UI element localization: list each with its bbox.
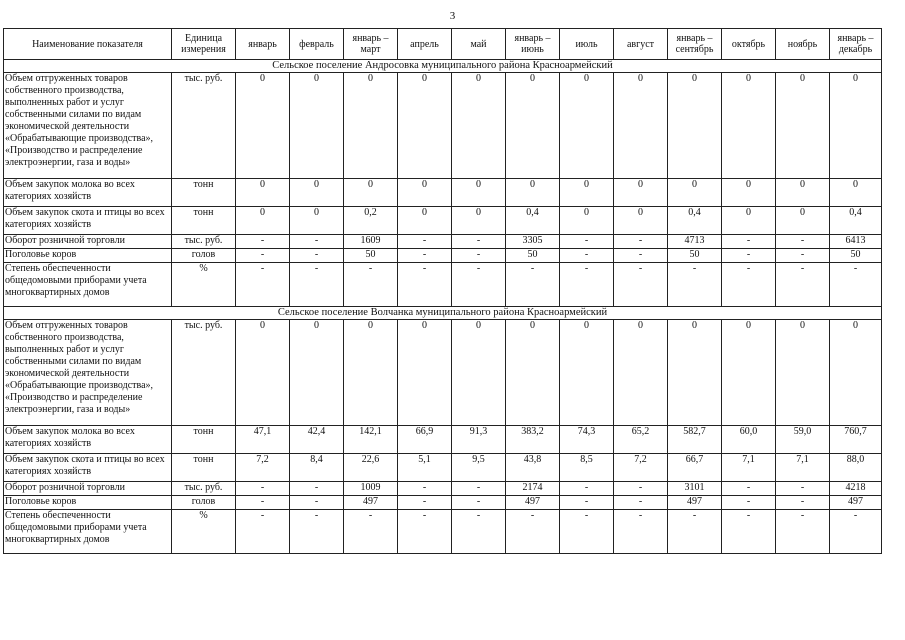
indicator-name: Степень обеспеченности общедомовыми приборами учета многоквартирных домов xyxy=(4,510,172,554)
value-cell: - xyxy=(722,496,776,510)
table-row xyxy=(4,249,882,263)
value-cell: - xyxy=(452,235,506,249)
value-cell: 0 xyxy=(290,207,344,235)
value-cell: 0 xyxy=(290,320,344,426)
value-cell: 0 xyxy=(452,179,506,207)
value-cell: 50 xyxy=(668,249,722,263)
value-cell: 5,1 xyxy=(398,454,452,482)
header-month: январь – июнь xyxy=(506,29,560,60)
unit-cell: тонн xyxy=(172,179,236,207)
indicator-name: Поголовье коров xyxy=(4,249,172,263)
value-cell: - xyxy=(452,510,506,554)
value-cell: 0 xyxy=(398,73,452,179)
indicator-name: Объем отгруженных товаров собственного производства, выполненных работ и услуг собственными силами по видам экономической деятельности «Обрабатывающие производства», «Производство и распределение электроэнергии, газа и воды» xyxy=(4,73,172,179)
value-cell: 4218 xyxy=(830,482,882,496)
header-month: январь – декабрь xyxy=(830,29,882,60)
value-cell: - xyxy=(722,482,776,496)
value-cell: - xyxy=(560,482,614,496)
unit-cell: % xyxy=(172,510,236,554)
value-cell: - xyxy=(830,263,882,307)
statistics-table xyxy=(3,28,882,554)
table-row xyxy=(4,426,882,454)
value-cell: - xyxy=(452,482,506,496)
unit-cell: тыс. руб. xyxy=(172,482,236,496)
page-number: 3 xyxy=(449,10,456,22)
value-cell: 0 xyxy=(776,73,830,179)
value-cell: 0 xyxy=(452,320,506,426)
value-cell: - xyxy=(452,249,506,263)
section-title: Сельское поселение Андросовка муниципального района Красноармейский xyxy=(4,60,882,73)
value-cell: - xyxy=(776,235,830,249)
value-cell: 43,8 xyxy=(506,454,560,482)
value-cell: 0 xyxy=(398,179,452,207)
value-cell: - xyxy=(560,510,614,554)
value-cell: - xyxy=(398,263,452,307)
value-cell: 0 xyxy=(722,320,776,426)
indicator-name: Объем закупок скота и птицы во всех категориях хозяйств xyxy=(4,207,172,235)
value-cell: 47,1 xyxy=(236,426,290,454)
value-cell: 0 xyxy=(614,207,668,235)
value-cell: 0 xyxy=(506,73,560,179)
table-row xyxy=(4,454,882,482)
value-cell: - xyxy=(236,482,290,496)
value-cell: - xyxy=(452,263,506,307)
value-cell: - xyxy=(830,510,882,554)
value-cell: 59,0 xyxy=(776,426,830,454)
value-cell: 1009 xyxy=(344,482,398,496)
header-month: май xyxy=(452,29,506,60)
value-cell: 22,6 xyxy=(344,454,398,482)
value-cell: 0,4 xyxy=(830,207,882,235)
value-cell: 50 xyxy=(344,249,398,263)
indicator-name: Поголовье коров xyxy=(4,496,172,510)
value-cell: 0 xyxy=(560,179,614,207)
section-row xyxy=(4,307,882,320)
value-cell: 0 xyxy=(452,73,506,179)
value-cell: - xyxy=(560,235,614,249)
value-cell: 3101 xyxy=(668,482,722,496)
value-cell: - xyxy=(398,510,452,554)
indicator-name: Степень обеспеченности общедомовыми приборами учета многоквартирных домов xyxy=(4,263,172,307)
value-cell: 383,2 xyxy=(506,426,560,454)
value-cell: - xyxy=(614,263,668,307)
value-cell: - xyxy=(506,510,560,554)
value-cell: - xyxy=(290,235,344,249)
value-cell: 0 xyxy=(614,73,668,179)
value-cell: - xyxy=(776,496,830,510)
header-month: февраль xyxy=(290,29,344,60)
value-cell: 60,0 xyxy=(722,426,776,454)
value-cell: 7,1 xyxy=(776,454,830,482)
header-row xyxy=(4,29,882,60)
value-cell: 0 xyxy=(452,207,506,235)
table-body xyxy=(4,60,882,554)
value-cell: 9,5 xyxy=(452,454,506,482)
value-cell: - xyxy=(290,482,344,496)
value-cell: - xyxy=(290,496,344,510)
value-cell: 7,2 xyxy=(236,454,290,482)
value-cell: - xyxy=(236,249,290,263)
value-cell: - xyxy=(668,510,722,554)
table-row xyxy=(4,235,882,249)
value-cell: - xyxy=(614,482,668,496)
header-unit: Единица измерения xyxy=(172,29,236,60)
table-row xyxy=(4,510,882,554)
value-cell: - xyxy=(290,263,344,307)
table-row xyxy=(4,207,882,235)
value-cell: - xyxy=(722,235,776,249)
value-cell: 7,2 xyxy=(614,454,668,482)
header-month: январь xyxy=(236,29,290,60)
indicator-name: Оборот розничной торговли xyxy=(4,482,172,496)
value-cell: - xyxy=(398,482,452,496)
value-cell: 0 xyxy=(668,320,722,426)
value-cell: 8,5 xyxy=(560,454,614,482)
value-cell: 0 xyxy=(614,320,668,426)
value-cell: - xyxy=(614,235,668,249)
value-cell: - xyxy=(290,249,344,263)
unit-cell: тонн xyxy=(172,207,236,235)
value-cell: 6413 xyxy=(830,235,882,249)
table-row xyxy=(4,320,882,426)
value-cell: - xyxy=(614,510,668,554)
value-cell: 0 xyxy=(776,179,830,207)
value-cell: 2174 xyxy=(506,482,560,496)
value-cell: 3305 xyxy=(506,235,560,249)
value-cell: 497 xyxy=(506,496,560,510)
value-cell: - xyxy=(776,482,830,496)
value-cell: - xyxy=(236,263,290,307)
indicator-name: Объем закупок скота и птицы во всех категориях хозяйств xyxy=(4,454,172,482)
unit-cell: тыс. руб. xyxy=(172,235,236,249)
value-cell: 0 xyxy=(722,207,776,235)
value-cell: 0 xyxy=(614,179,668,207)
value-cell: - xyxy=(722,249,776,263)
value-cell: - xyxy=(506,263,560,307)
table-row xyxy=(4,496,882,510)
value-cell: 0 xyxy=(560,73,614,179)
indicator-name: Объем отгруженных товаров собственного производства, выполненных работ и услуг собственными силами по видам экономической деятельности «Обрабатывающие производства», «Производство и распределение электроэнергии, газа и воды» xyxy=(4,320,172,426)
value-cell: 760,7 xyxy=(830,426,882,454)
value-cell: 0 xyxy=(290,73,344,179)
value-cell: - xyxy=(236,510,290,554)
unit-cell: тонн xyxy=(172,426,236,454)
value-cell: 0 xyxy=(398,207,452,235)
value-cell: - xyxy=(776,249,830,263)
value-cell: - xyxy=(614,496,668,510)
value-cell: 91,3 xyxy=(452,426,506,454)
value-cell: 0 xyxy=(344,73,398,179)
value-cell: 1609 xyxy=(344,235,398,249)
value-cell: 0 xyxy=(722,179,776,207)
value-cell: 88,0 xyxy=(830,454,882,482)
value-cell: - xyxy=(398,496,452,510)
value-cell: - xyxy=(398,235,452,249)
value-cell: 0 xyxy=(776,207,830,235)
value-cell: 0 xyxy=(722,73,776,179)
value-cell: 0 xyxy=(344,179,398,207)
value-cell: 0 xyxy=(236,320,290,426)
value-cell: - xyxy=(344,263,398,307)
indicator-name: Объем закупок молока во всех категориях хозяйств xyxy=(4,426,172,454)
unit-cell: % xyxy=(172,263,236,307)
value-cell: 42,4 xyxy=(290,426,344,454)
value-cell: 0 xyxy=(236,207,290,235)
value-cell: 0 xyxy=(668,179,722,207)
value-cell: 0 xyxy=(830,320,882,426)
value-cell: - xyxy=(776,510,830,554)
value-cell: - xyxy=(398,249,452,263)
header-month: октябрь xyxy=(722,29,776,60)
value-cell: 0,4 xyxy=(506,207,560,235)
value-cell: 0 xyxy=(290,179,344,207)
header-month: июль xyxy=(560,29,614,60)
value-cell: 582,7 xyxy=(668,426,722,454)
indicator-name: Оборот розничной торговли xyxy=(4,235,172,249)
value-cell: 0 xyxy=(398,320,452,426)
unit-cell: тыс. руб. xyxy=(172,320,236,426)
value-cell: 66,7 xyxy=(668,454,722,482)
value-cell: 0 xyxy=(668,73,722,179)
value-cell: 0 xyxy=(506,320,560,426)
header-month: ноябрь xyxy=(776,29,830,60)
value-cell: - xyxy=(236,235,290,249)
table-row xyxy=(4,482,882,496)
value-cell: 4713 xyxy=(668,235,722,249)
value-cell: 50 xyxy=(830,249,882,263)
value-cell: 0,2 xyxy=(344,207,398,235)
value-cell: - xyxy=(290,510,344,554)
header-month: январь – март xyxy=(344,29,398,60)
unit-cell: голов xyxy=(172,249,236,263)
value-cell: 0 xyxy=(560,320,614,426)
value-cell: - xyxy=(614,249,668,263)
value-cell: - xyxy=(560,249,614,263)
value-cell: 142,1 xyxy=(344,426,398,454)
value-cell: 8,4 xyxy=(290,454,344,482)
value-cell: 0 xyxy=(236,179,290,207)
value-cell: 497 xyxy=(668,496,722,510)
value-cell: - xyxy=(722,263,776,307)
value-cell: 50 xyxy=(506,249,560,263)
value-cell: 0 xyxy=(236,73,290,179)
value-cell: 0 xyxy=(506,179,560,207)
header-month: август xyxy=(614,29,668,60)
value-cell: - xyxy=(668,263,722,307)
value-cell: - xyxy=(776,263,830,307)
unit-cell: голов xyxy=(172,496,236,510)
value-cell: - xyxy=(452,496,506,510)
value-cell: 0 xyxy=(344,320,398,426)
indicator-name: Объем закупок молока во всех категориях хозяйств xyxy=(4,179,172,207)
value-cell: - xyxy=(722,510,776,554)
value-cell: 0 xyxy=(830,73,882,179)
value-cell: - xyxy=(560,496,614,510)
value-cell: 0 xyxy=(560,207,614,235)
header-name: Наименование показателя xyxy=(4,29,172,60)
table-row xyxy=(4,263,882,307)
table-row xyxy=(4,73,882,179)
unit-cell: тонн xyxy=(172,454,236,482)
table-row xyxy=(4,179,882,207)
value-cell: 66,9 xyxy=(398,426,452,454)
header-month: апрель xyxy=(398,29,452,60)
value-cell: - xyxy=(560,263,614,307)
value-cell: - xyxy=(344,510,398,554)
value-cell: 7,1 xyxy=(722,454,776,482)
section-title: Сельское поселение Волчанка муниципального района Красноармейский xyxy=(4,307,882,320)
unit-cell: тыс. руб. xyxy=(172,73,236,179)
value-cell: 0 xyxy=(776,320,830,426)
value-cell: - xyxy=(236,496,290,510)
value-cell: 497 xyxy=(344,496,398,510)
value-cell: 497 xyxy=(830,496,882,510)
value-cell: 0,4 xyxy=(668,207,722,235)
value-cell: 0 xyxy=(830,179,882,207)
section-row xyxy=(4,60,882,73)
value-cell: 74,3 xyxy=(560,426,614,454)
value-cell: 65,2 xyxy=(614,426,668,454)
header-month: январь – сентябрь xyxy=(668,29,722,60)
